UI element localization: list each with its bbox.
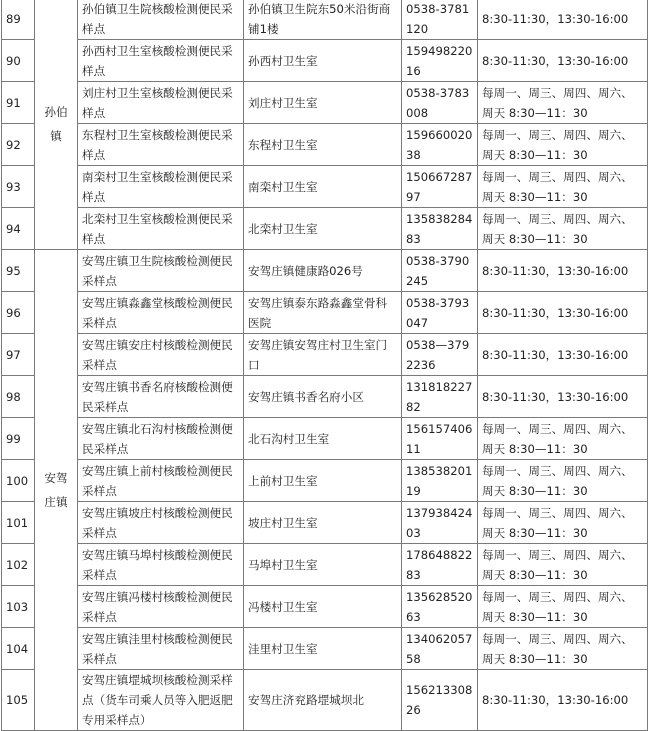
table-row [2,334,648,376]
site-hours: 每周一、周三、周四、周六、周天 8:30—11：30 [478,628,648,670]
row-number: 102 [2,544,35,586]
row-number: 101 [2,502,35,544]
site-phone: 15949822016 [402,40,478,82]
site-phone: 15066728797 [402,166,478,208]
site-name: 安驾庄镇马埠村核酸检测便民采样点 [78,544,244,586]
site-phone: 13583828483 [402,208,478,250]
row-number: 99 [2,418,35,460]
site-address: 孙西村卫生室 [244,40,402,82]
site-name: 安驾庄镇北石沟村核酸检测便民采样点 [78,418,244,460]
site-phone: 15615740611 [402,418,478,460]
site-phone: 0538—3792236 [402,334,478,376]
site-hours: 每周一、周三、周四、周六、周天 8:30—11：30 [478,166,648,208]
site-hours: 每周一、周三、周四、周六、周天 8:30—11：30 [478,208,648,250]
site-name: 孙西村卫生室核酸检测便民采样点 [78,40,244,82]
site-address: 北栾村卫生室 [244,208,402,250]
site-address: 安驾庄镇健康路026号 [244,250,402,292]
site-address: 孙伯镇卫生院东50米沿街商铺1楼 [244,0,402,40]
site-address: 安驾庄镇书香名府小区 [244,376,402,418]
site-hours: 每周一、周三、周四、周六、周天 8:30—11：30 [478,418,648,460]
site-phone: 15621330826 [402,670,478,731]
town-cell: 安驾庄镇 [35,250,78,731]
site-address: 北石沟村卫生室 [244,418,402,460]
site-name: 东程村卫生室核酸检测便民采样点 [78,124,244,166]
row-number: 100 [2,460,35,502]
table-row [2,544,648,586]
site-address: 坡庄村卫生室 [244,502,402,544]
table-row [2,502,648,544]
site-name: 安驾庄镇卫生院核酸检测便民采样点 [78,250,244,292]
site-name: 刘庄村卫生室核酸检测便民采样点 [78,82,244,124]
site-hours: 8:30-11:30，13:30-16:00 [478,40,648,82]
site-phone: 17864882283 [402,544,478,586]
site-address: 南栾村卫生室 [244,166,402,208]
site-name: 安驾庄镇安庄村核酸检测便民采样点 [78,334,244,376]
site-address: 安驾庄镇安驾庄村卫生室门口 [244,334,402,376]
table-row [2,628,648,670]
site-address: 刘庄村卫生室 [244,82,402,124]
site-hours: 8:30-11:30，13:30-16:00 [478,670,648,731]
site-name: 南栾村卫生室核酸检测便民采样点 [78,166,244,208]
site-hours: 每周一、周三、周四、周六、周天 8:30—11：30 [478,502,648,544]
table-row [2,418,648,460]
table-row [2,208,648,250]
table-row [2,40,648,82]
row-number: 95 [2,250,35,292]
row-number: 97 [2,334,35,376]
site-name: 安驾庄镇堽城坝核酸检测采样点（货车司乘人员等入肥返肥专用采样点） [78,670,244,731]
site-hours: 8:30-11:30，13:30-16:00 [478,292,648,334]
site-phone: 15966002038 [402,124,478,166]
site-name: 安驾庄镇坡庄村核酸检测便民采样点 [78,502,244,544]
site-hours: 8:30-11:30，13:30-16:00 [478,250,648,292]
row-number: 94 [2,208,35,250]
table-row [2,376,648,418]
site-address: 冯楼村卫生室 [244,586,402,628]
table-row [2,124,648,166]
table-row [2,460,648,502]
site-name: 安驾庄镇洼里村核酸检测便民采样点 [78,628,244,670]
row-number: 98 [2,376,35,418]
site-name: 安驾庄镇淼鑫堂核酸检测便民采样点 [78,292,244,334]
table-row [2,292,648,334]
site-phone: 13181822782 [402,376,478,418]
site-hours: 每周一、周三、周四、周六、周天 8:30—11：30 [478,124,648,166]
row-number: 89 [2,0,35,40]
site-hours: 每周一、周三、周四、周六、周天 8:30—11：30 [478,586,648,628]
site-hours: 每周一、周三、周四、周六、周天 8:30—11：30 [478,460,648,502]
site-name: 安驾庄镇上前村核酸检测便民采样点 [78,460,244,502]
site-hours: 8:30-11:30，13:30-16:00 [478,0,648,40]
row-number: 104 [2,628,35,670]
row-number: 96 [2,292,35,334]
sampling-site-table [1,0,648,731]
table-row [2,586,648,628]
site-phone: 0538-3793047 [402,292,478,334]
site-address: 马埠村卫生室 [244,544,402,586]
site-phone: 13853820119 [402,460,478,502]
site-phone: 13562852063 [402,586,478,628]
row-number: 90 [2,40,35,82]
row-number: 103 [2,586,35,628]
table-row [2,250,648,292]
table-row [2,0,648,40]
site-hours: 每周一、周三、周四、周六、周天 8:30—11：30 [478,82,648,124]
row-number: 92 [2,124,35,166]
site-address: 上前村卫生室 [244,460,402,502]
site-phone: 0538-3783008 [402,82,478,124]
site-hours: 8:30-11:30，13:30-16:00 [478,376,648,418]
site-phone: 13793842403 [402,502,478,544]
row-number: 105 [2,670,35,731]
town-cell: 孙伯镇 [35,0,78,250]
site-phone: 13406205758 [402,628,478,670]
site-hours: 每周一、周三、周四、周六、周天 8:30—11：30 [478,544,648,586]
table-row [2,670,648,731]
table-row [2,166,648,208]
site-address: 东程村卫生室 [244,124,402,166]
site-name: 北栾村卫生室核酸检测便民采样点 [78,208,244,250]
site-name: 安驾庄镇书香名府核酸检测便民采样点 [78,376,244,418]
table-row [2,82,648,124]
row-number: 91 [2,82,35,124]
site-phone: 0538-3781120 [402,0,478,40]
site-address: 安驾庄济兖路堽城坝北 [244,670,402,731]
row-number: 93 [2,166,35,208]
site-address: 安驾庄镇泰东路淼鑫堂骨科医院 [244,292,402,334]
site-phone: 0538-3790245 [402,250,478,292]
site-hours: 8:30-11:30，13:30-16:00 [478,334,648,376]
site-name: 安驾庄镇冯楼村核酸检测便民采样点 [78,586,244,628]
site-name: 孙伯镇卫生院核酸检测便民采样点 [78,0,244,40]
site-address: 洼里村卫生室 [244,628,402,670]
